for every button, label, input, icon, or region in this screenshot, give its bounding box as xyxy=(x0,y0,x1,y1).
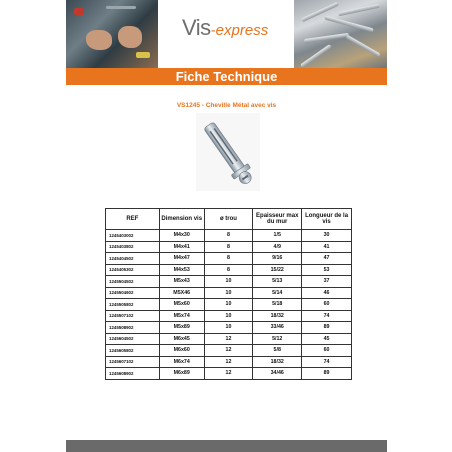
header-photo-screws xyxy=(294,0,387,68)
cell-dimension: M4x47 xyxy=(159,253,204,265)
cell-dimension: M5x43 xyxy=(159,276,204,288)
logo-sub-text: -express xyxy=(210,22,269,39)
table-row xyxy=(106,356,352,368)
cell-dimension: M6x45 xyxy=(159,333,204,345)
cell-dimension: M4x53 xyxy=(159,264,204,276)
cell-ref: 1245604502 xyxy=(106,333,160,345)
cell-ref: 1245403002 xyxy=(106,230,160,242)
cell-wall-thickness: 5/13 xyxy=(253,276,302,288)
cell-hole-diameter: 10 xyxy=(204,287,253,299)
table-row xyxy=(106,345,352,357)
cell-screw-length: 30 xyxy=(302,230,352,242)
cell-ref: 1245507102 xyxy=(106,310,160,322)
cell-screw-length: 89 xyxy=(302,322,352,334)
cell-dimension: M6x60 xyxy=(159,345,204,357)
cell-ref: 1245605802 xyxy=(106,345,160,357)
cell-hole-diameter: 10 xyxy=(204,276,253,288)
table-row xyxy=(106,253,352,265)
cell-hole-diameter: 12 xyxy=(204,333,253,345)
cell-ref: 1245405302 xyxy=(106,264,160,276)
cell-dimension: M5x89 xyxy=(159,322,204,334)
banner-title: Fiche Technique xyxy=(175,69,278,84)
product-title: VS1245 - Cheville Métal avec vis xyxy=(176,102,277,109)
header-hole-diameter: ø trou xyxy=(204,209,253,230)
cell-wall-thickness: 18/32 xyxy=(253,356,302,368)
cell-dimension: M6x89 xyxy=(159,368,204,380)
header-photo-workbench xyxy=(66,0,158,68)
cell-wall-thickness: 9/16 xyxy=(253,253,302,265)
cell-hole-diameter: 10 xyxy=(204,322,253,334)
cell-hole-diameter: 8 xyxy=(204,230,253,242)
cell-wall-thickness: 4/9 xyxy=(253,241,302,253)
cell-ref: 1245607102 xyxy=(106,356,160,368)
logo-main-text: Vis xyxy=(182,15,211,40)
footer-bar xyxy=(66,440,387,452)
cell-hole-diameter: 8 xyxy=(204,264,253,276)
cell-hole-diameter: 12 xyxy=(204,356,253,368)
cell-wall-thickness: 15/22 xyxy=(253,264,302,276)
vis-express-logo xyxy=(182,15,268,41)
title-banner xyxy=(66,68,387,85)
cell-hole-diameter: 8 xyxy=(204,253,253,265)
cell-screw-length: 74 xyxy=(302,310,352,322)
cell-wall-thickness: 18/32 xyxy=(253,310,302,322)
table-header-row xyxy=(106,209,352,230)
table-row xyxy=(106,276,352,288)
cell-dimension: M4x41 xyxy=(159,241,204,253)
cell-dimension: M4x30 xyxy=(159,230,204,242)
metal-anchor-image xyxy=(196,113,260,191)
cell-hole-diameter: 10 xyxy=(204,310,253,322)
header-wall-thickness: Epaisseur max du mur xyxy=(253,209,302,230)
cell-wall-thickness: 33/46 xyxy=(253,322,302,334)
header-ref: REF xyxy=(106,209,160,230)
table-row xyxy=(106,287,352,299)
cell-hole-diameter: 8 xyxy=(204,241,253,253)
cell-dimension: M5X46 xyxy=(159,287,204,299)
cell-dimension: M6x74 xyxy=(159,356,204,368)
cell-hole-diameter: 12 xyxy=(204,345,253,357)
table-row xyxy=(106,299,352,311)
table-row xyxy=(106,322,352,334)
cell-ref: 1245404502 xyxy=(106,253,160,265)
header-dimension: Dimension vis xyxy=(159,209,204,230)
cell-wall-thickness: 5/14 xyxy=(253,287,302,299)
cell-screw-length: 46 xyxy=(302,287,352,299)
technical-sheet-page xyxy=(66,0,387,452)
cell-hole-diameter: 10 xyxy=(204,299,253,311)
cell-screw-length: 74 xyxy=(302,356,352,368)
cell-screw-length: 60 xyxy=(302,345,352,357)
header xyxy=(66,0,387,68)
table-row xyxy=(106,230,352,242)
cell-dimension: M5x60 xyxy=(159,299,204,311)
cell-screw-length: 89 xyxy=(302,368,352,380)
cell-ref: 1245504602 xyxy=(106,287,160,299)
cell-screw-length: 41 xyxy=(302,241,352,253)
cell-ref: 1245505802 xyxy=(106,299,160,311)
cell-screw-length: 47 xyxy=(302,253,352,265)
cell-hole-diameter: 12 xyxy=(204,368,253,380)
cell-wall-thickness: 34/46 xyxy=(253,368,302,380)
cell-wall-thickness: 5/8 xyxy=(253,345,302,357)
cell-screw-length: 60 xyxy=(302,299,352,311)
cell-wall-thickness: 5/18 xyxy=(253,299,302,311)
cell-screw-length: 45 xyxy=(302,333,352,345)
cell-screw-length: 53 xyxy=(302,264,352,276)
table-row xyxy=(106,368,352,380)
specification-table xyxy=(105,208,352,380)
table-row xyxy=(106,310,352,322)
cell-ref: 1245504502 xyxy=(106,276,160,288)
table-row xyxy=(106,241,352,253)
table-row xyxy=(106,264,352,276)
cell-wall-thickness: 5/12 xyxy=(253,333,302,345)
cell-ref: 1245403802 xyxy=(106,241,160,253)
cell-screw-length: 37 xyxy=(302,276,352,288)
header-screw-length: Longueur de la vis xyxy=(302,209,352,230)
cell-ref: 1245608902 xyxy=(106,368,160,380)
cell-ref: 1245508902 xyxy=(106,322,160,334)
cell-wall-thickness: 1/5 xyxy=(253,230,302,242)
table-row xyxy=(106,333,352,345)
cell-dimension: M5x74 xyxy=(159,310,204,322)
